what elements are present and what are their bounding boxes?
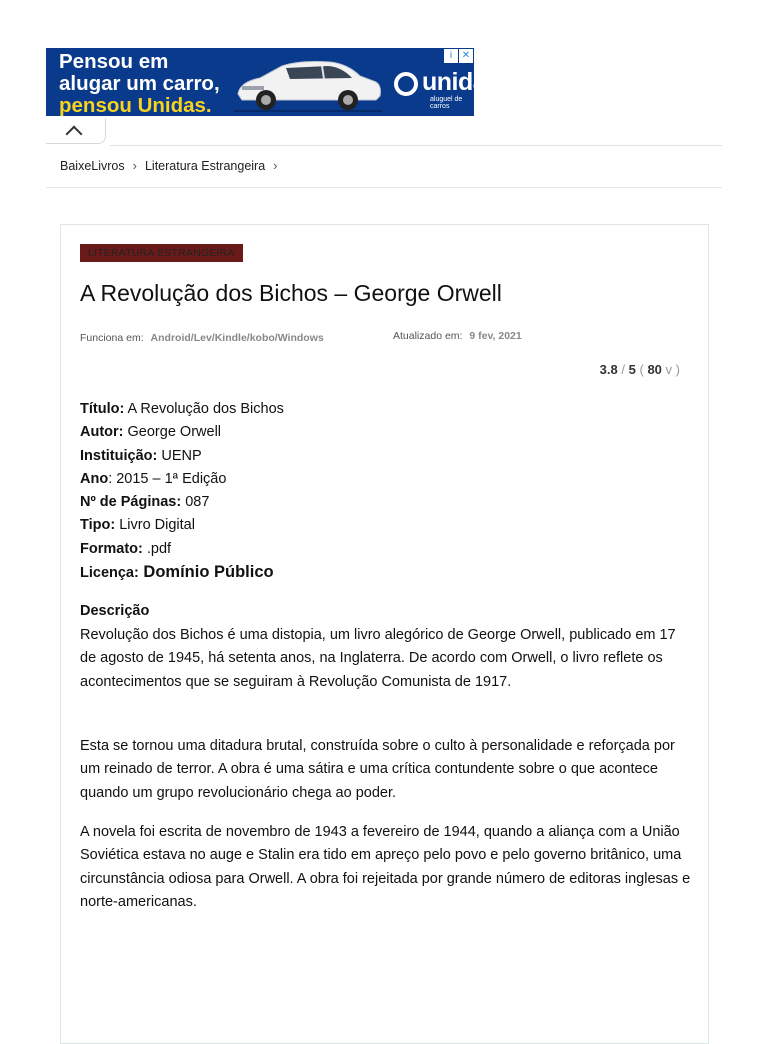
detail-label: Formato: [80,540,143,557]
detail-value: : 2015 – 1ª Edição [108,470,227,487]
detail-institution [80,445,700,468]
ad-line-3: pensou Unidas. [59,94,212,117]
rating-max: 5 [628,362,636,377]
ad-headline [59,51,220,117]
ad-brand-sub: aluguel de carros [430,96,463,110]
detail-value: 087 [181,494,210,511]
divider [46,187,722,188]
rating-votes-suffix: v [665,362,673,377]
detail-pages [80,491,700,514]
description-paragraph: Revolução dos Bichos é uma distopia, um livro alegórico de George Orwell, publicado em 17 de agosto de 1945, há setenta anos, na Inglaterra. De acordo com Orwell, o livro reflete os acontecimentos que se seguiram à Revolução Comunista de 1917. [80,627,676,690]
rating-score: 3.8 [599,362,618,377]
rating-close: ) [675,362,680,377]
detail-license [80,561,700,585]
car-image [230,54,386,112]
detail-label: Tipo: [80,517,116,534]
detail-value: Livro Digital [115,517,195,534]
detail-value: A Revolução dos Bichos [124,401,284,417]
unidas-logo-ring [394,72,418,96]
category-badge[interactable]: LITERATURA ESTRANGEIRA [80,244,243,262]
description-paragraph: Esta se tornou uma ditadura brutal, construída sobre o culto à personalidade e reforçada por um reinado de terror. A obra é uma sátira e uma crítica contundente sobre o que acontece quando um grupo revolucionário chega ao poder. [80,738,675,801]
detail-format [80,538,700,561]
detail-value: .pdf [142,540,172,557]
works-on [80,332,324,344]
rating-open: ( [639,362,644,377]
close-icon[interactable]: ✕ [459,49,473,63]
updated-value: 9 fev, 2021 [469,330,522,342]
works-on-label: Funciona em: [80,332,144,344]
breadcrumb-category-link[interactable]: Literatura Estrangeira [144,158,266,173]
info-icon[interactable]: i [444,49,458,63]
unidas-logo [392,68,500,110]
ad-line-2: alugar um carro, [59,72,220,95]
detail-value: UENP [157,447,202,464]
updated-label: Atualizado em: [393,330,463,342]
detail-label: Licença: [80,565,139,582]
detail-label: Instituição: [80,447,158,464]
works-on-value: Android/Lev/Kindle/kobo/Windows [150,332,324,344]
chevron-right-icon: › [132,158,137,173]
detail-label: Ano [80,470,109,487]
detail-author [80,421,700,444]
updated-on [393,330,522,342]
chevron-up-icon [66,126,83,143]
detail-label: Título: [80,401,125,417]
book-details [80,398,700,585]
description-heading: Descrição [80,603,150,619]
ad-brand: unidas [422,68,500,96]
divider [110,145,722,146]
article-title: A Revolução dos Bichos – George Orwell [80,280,502,306]
ad-banner[interactable] [46,48,500,117]
breadcrumb [60,158,278,173]
detail-value: Domínio Público [138,563,274,582]
detail-year [80,468,700,491]
breadcrumb-home-link[interactable]: BaixeLivros [60,158,125,173]
description-paragraph: A novela foi escrita de novembro de 1943 a fevereiro de 1944, quando a aliança com a União Soviética estava no auge e Stalin era tido em apreço pelo povo e pelo governo britânico, uma circunstância odiosa para Orwell. A obra foi rejeitada por grande número de editoras inglesas e norte-americanas. [80,824,691,910]
ad-controls [444,49,473,63]
detail-label: Autor: [80,424,124,441]
collapse-ad-button[interactable] [46,118,106,144]
chevron-right-icon: › [273,158,278,173]
detail-label: Nº de Páginas: [80,494,182,511]
rating[interactable] [600,362,680,377]
detail-value: George Orwell [123,424,222,441]
ad-line-1: Pensou em [59,50,169,73]
detail-title [80,398,700,421]
rating-slash: / [621,362,625,377]
detail-type [80,514,700,537]
rating-votes: 80 [647,362,662,377]
